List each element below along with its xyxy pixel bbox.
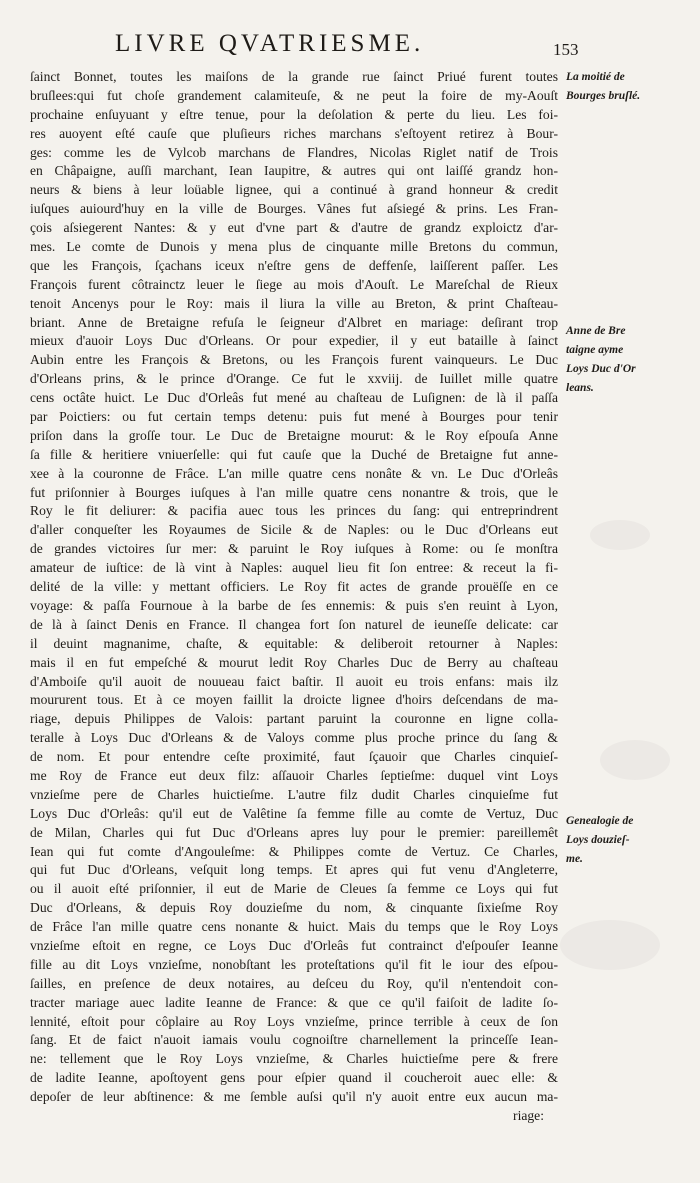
text-line: Loys Duc d'Orleâs: qu'il eut de Valêtine ſa femme fille au comte de Vertuz, Duc (30, 805, 558, 821)
text-line: prochaine enſuyuant y eſtre tenue, pour la deſolation & perte du lieu. Les foi- (30, 106, 558, 122)
text-line: il deuint magnanime, chaſte, & equitable: & deliberoit retourner à Naples: (30, 635, 558, 651)
text-line: de ladite Ieanne, apoſtoyent gens pour eſpier quand il coucheroit auec elle: & (30, 1070, 558, 1086)
page-stain (600, 740, 670, 780)
text-line: riage: (513, 1107, 544, 1123)
text-line: d'Orleans prins, & le prince d'Orange. Ce fut le xxviij. de Iuillet mille quatre (30, 371, 558, 387)
text-line: François furent côtrainctz leuer le ſiege au mois d'Aouſt. Le Mareſchal de Rieux (30, 276, 558, 292)
text-line: ſang. Et de faict n'auoit iamais voulu cognoiſtre charnellement la princeſſe Iean- (30, 1032, 558, 1048)
text-line: de là à ſainct Denis en France. Il changea fort ſon naturel de ieuneſſe delicate: car (30, 616, 558, 632)
page-header (0, 30, 700, 70)
text-line: çois aſsiegerent Nantes: & y eut d'vne part & d'autre de grandz exploictz d'ar- (30, 220, 558, 236)
page-stain (590, 520, 650, 550)
text-line: tenoit Ancenys pour le Roy: mais il liura la ville au Breton, & print Chaſteau- (30, 295, 558, 311)
margin-note-line: Anne de Bre (566, 325, 626, 337)
text-line: fille au dit Loys vnzieſme, nonobſtant les proteſtations qu'il fit le iour des eſpou- (30, 956, 558, 972)
text-line: en Châpaigne, auſſi marchant, Iean Iaupitre, & autres qui ont laiſſé grandz hon- (30, 163, 558, 179)
margin-note-line: taigne ayme (566, 344, 624, 356)
text-line: Duc d'Orleans, & depuis Roy douzieſme du nom, & cinquante ſixieſme Roy (30, 900, 558, 916)
text-line: iuſques auiourd'huy en la ville de Bourges. Vânes fut aſsiegé & prins. Les Fran- (30, 201, 558, 217)
text-line: vnzieſme eſtoit en regne, ce Loys Duc d'Orleâs fut contrainct d'eſpouſer Ieanne (30, 937, 558, 953)
text-line: ou il auoit eſté priſonnier, il eut de Marie de Cleues ſa femme ce Loys qui fut (30, 881, 558, 897)
margin-note-line: Loys douzieſ- (566, 834, 630, 846)
text-line: fut priſonnier à Bourges iuſques à l'an mille quatre cens nonantre & trois, que le (30, 484, 558, 500)
text-line: de Frâce l'an mille quatre cens nonante & huict. Mais du temps que le Roy Loys (30, 919, 558, 935)
margin-note-line: Bourges bruſlé. (566, 90, 641, 102)
margin-note-anne (566, 322, 696, 398)
text-line: Iean qui fut comte d'Angouleſme: & Philippes comte de Vertuz. Ce Charles, (30, 843, 558, 859)
text-line: moururent tous. Et à ce moyen faillit la droicte lignee d'hoirs deſcendans de ma- (30, 692, 558, 708)
text-line: priſon dans la groſſe tour. Le Duc de Bretaigne mourut: & le Roy eſpouſa Anne (30, 427, 558, 443)
text-line: Aubin entre les François & Bretons, ou les François furent vainqueurs. Le Duc (30, 352, 558, 368)
page-stain (560, 920, 660, 970)
text-line: ſainct Bonnet, toutes les maiſons de la grande rue ſainct Priué furent toutes (30, 69, 558, 84)
text-line: que les François, ſçachans iceux n'eſtre gens de deffenſe, laiſſerent paſſer. Les (30, 257, 558, 273)
text-line: ne: tellement que le Roy Loys vnzieſme, & Charles huictieſme pere & frere (30, 1051, 558, 1067)
margin-note-line: Genealogie de (566, 815, 634, 827)
margin-note-genealogie (566, 812, 696, 869)
text-line: depoſer de leur abſtinence: & me ſemble auſsi qu'il n'y auoit entre eux aucun ma- (30, 1089, 558, 1105)
text-line: riage, depuis Philippes de Valois: partant paruint la couronne en ligne colla- (30, 711, 558, 727)
text-line: de nom. Et pour entendre ceſte proximité, faut ſçauoir que Charles cinquieſ- (30, 749, 558, 765)
text-line: mais il en fut empeſché & mourut ledit Roy Charles Duc de Berry au chaſteau (30, 654, 558, 670)
text-line: de Milan, Charles qui fut Duc d'Orleans apres luy pour le premier: pareillemêt (30, 824, 558, 840)
text-line: Roy le fit deliurer: & pacifia auec tous les princes du ſang: qui entreprindrent (30, 503, 558, 519)
text-line: ſa fille & heritiere vniuerſelle: qui fut cauſe que la Duché de Bretaigne fut anne- (30, 446, 558, 462)
text-line: delité de la ville: y mettant officiers. Le Roy fit actes de grande prouëſſe en ce (30, 579, 558, 595)
text-line: teralle à Loys Duc d'Orleans & de Valoys comme plus proche prince du ſang & (30, 730, 558, 746)
text-line: amateur de iuſtice: de là vint à Naples: auquel lieu fit ſon entree: & receut la fi- (30, 560, 558, 576)
text-line: d'Amboiſe qu'il auoit de nouueau faict baſtir. Il auoit eu trois enfans: mais ilz (30, 673, 558, 689)
text-line: lennité, eſtoit pour côplaire au Roy Loys vnzieſme, prince terrible à ceux de ſon (30, 1013, 558, 1029)
text-line: ges: comme les de Vylcob marchans de Flandres, Nicolas Riglet natif de Trois (30, 144, 558, 160)
text-line: me Roy de France eut deux filz: aſſauoir Charles ſeptieſme: duquel vint Loys (30, 767, 558, 783)
margin-note-line: La moitié de (566, 71, 625, 83)
margin-note-line: me. (566, 853, 583, 865)
text-line: bruſlees:qui fut choſe grandement calamiteuſe, & ne peut la foire de my-Aouſt (30, 87, 558, 103)
text-line: de grandes victoires ſur mer: & paruint le Roy iuſques à Rome: ou ſe monſtra (30, 541, 558, 557)
text-line: voyage: & paſſa Fournoue à la barbe de ſes ennemis: & puis s'en reuint à Lyon, (30, 597, 558, 613)
main-text-column (30, 68, 558, 1126)
text-line: res auoyent eſté cauſe que pluſieurs riches marchans s'eſtoyent retirez à Bour- (30, 125, 558, 141)
text-line: mieux d'auoir Loys Duc d'Orleans. Or pour expedier, il y eut bataille à ſainct (30, 333, 558, 349)
text-line: vnzieſme pere de Charles huictieſme. L'autre filz dudit Charles cinquieſme fut (30, 786, 558, 802)
text-line: briant. Anne de Bretaigne refuſa le ſeigneur d'Albret en mariage: deſirant trop (30, 314, 558, 330)
text-line: xee à la couronne de Frâce. L'an mille quatre cens nonâte & vn. Le Duc d'Orleâs (30, 465, 558, 481)
page-number: 153 (553, 40, 579, 59)
text-line: cens octâte huict. Le Duc d'Orleâs fut mené au chaſteau de Luſignen: de là il paſſa (30, 390, 558, 406)
margin-note-line: Loys Duc d'Or (566, 363, 636, 375)
text-line: mes. Le comte de Dunois y mena plus de cinquante mille Bretons du commun, (30, 239, 558, 255)
margin-note-bourges (566, 68, 696, 106)
margin-note-line: leans. (566, 382, 594, 394)
text-line: tracter mariage auec ladite Ieanne de France: & que ce qu'il faiſoit de ladite ſo- (30, 994, 558, 1010)
running-title: LIVRE QVATRIESME. (115, 30, 425, 57)
text-line: qui fut Duc d'Orleans, veſquit long temps. Et apres qui fut venu d'Angleterre, (30, 862, 558, 878)
text-line: d'aller conqueſter les Royaumes de Sicile & de Naples: ou le Duc d'Orleans eut (30, 522, 558, 538)
text-line: neurs & biens à leur loüable lignee, qui a continué à grand honneur & credit (30, 182, 558, 198)
text-line: par Poictiers: ou fut certain temps detenu: puis fut mené à Bourges pour tenir (30, 409, 558, 425)
text-line: ſailles, en preſence de deux notaires, au deſceu du Roy, qu'il n'entendoit con- (30, 975, 558, 991)
